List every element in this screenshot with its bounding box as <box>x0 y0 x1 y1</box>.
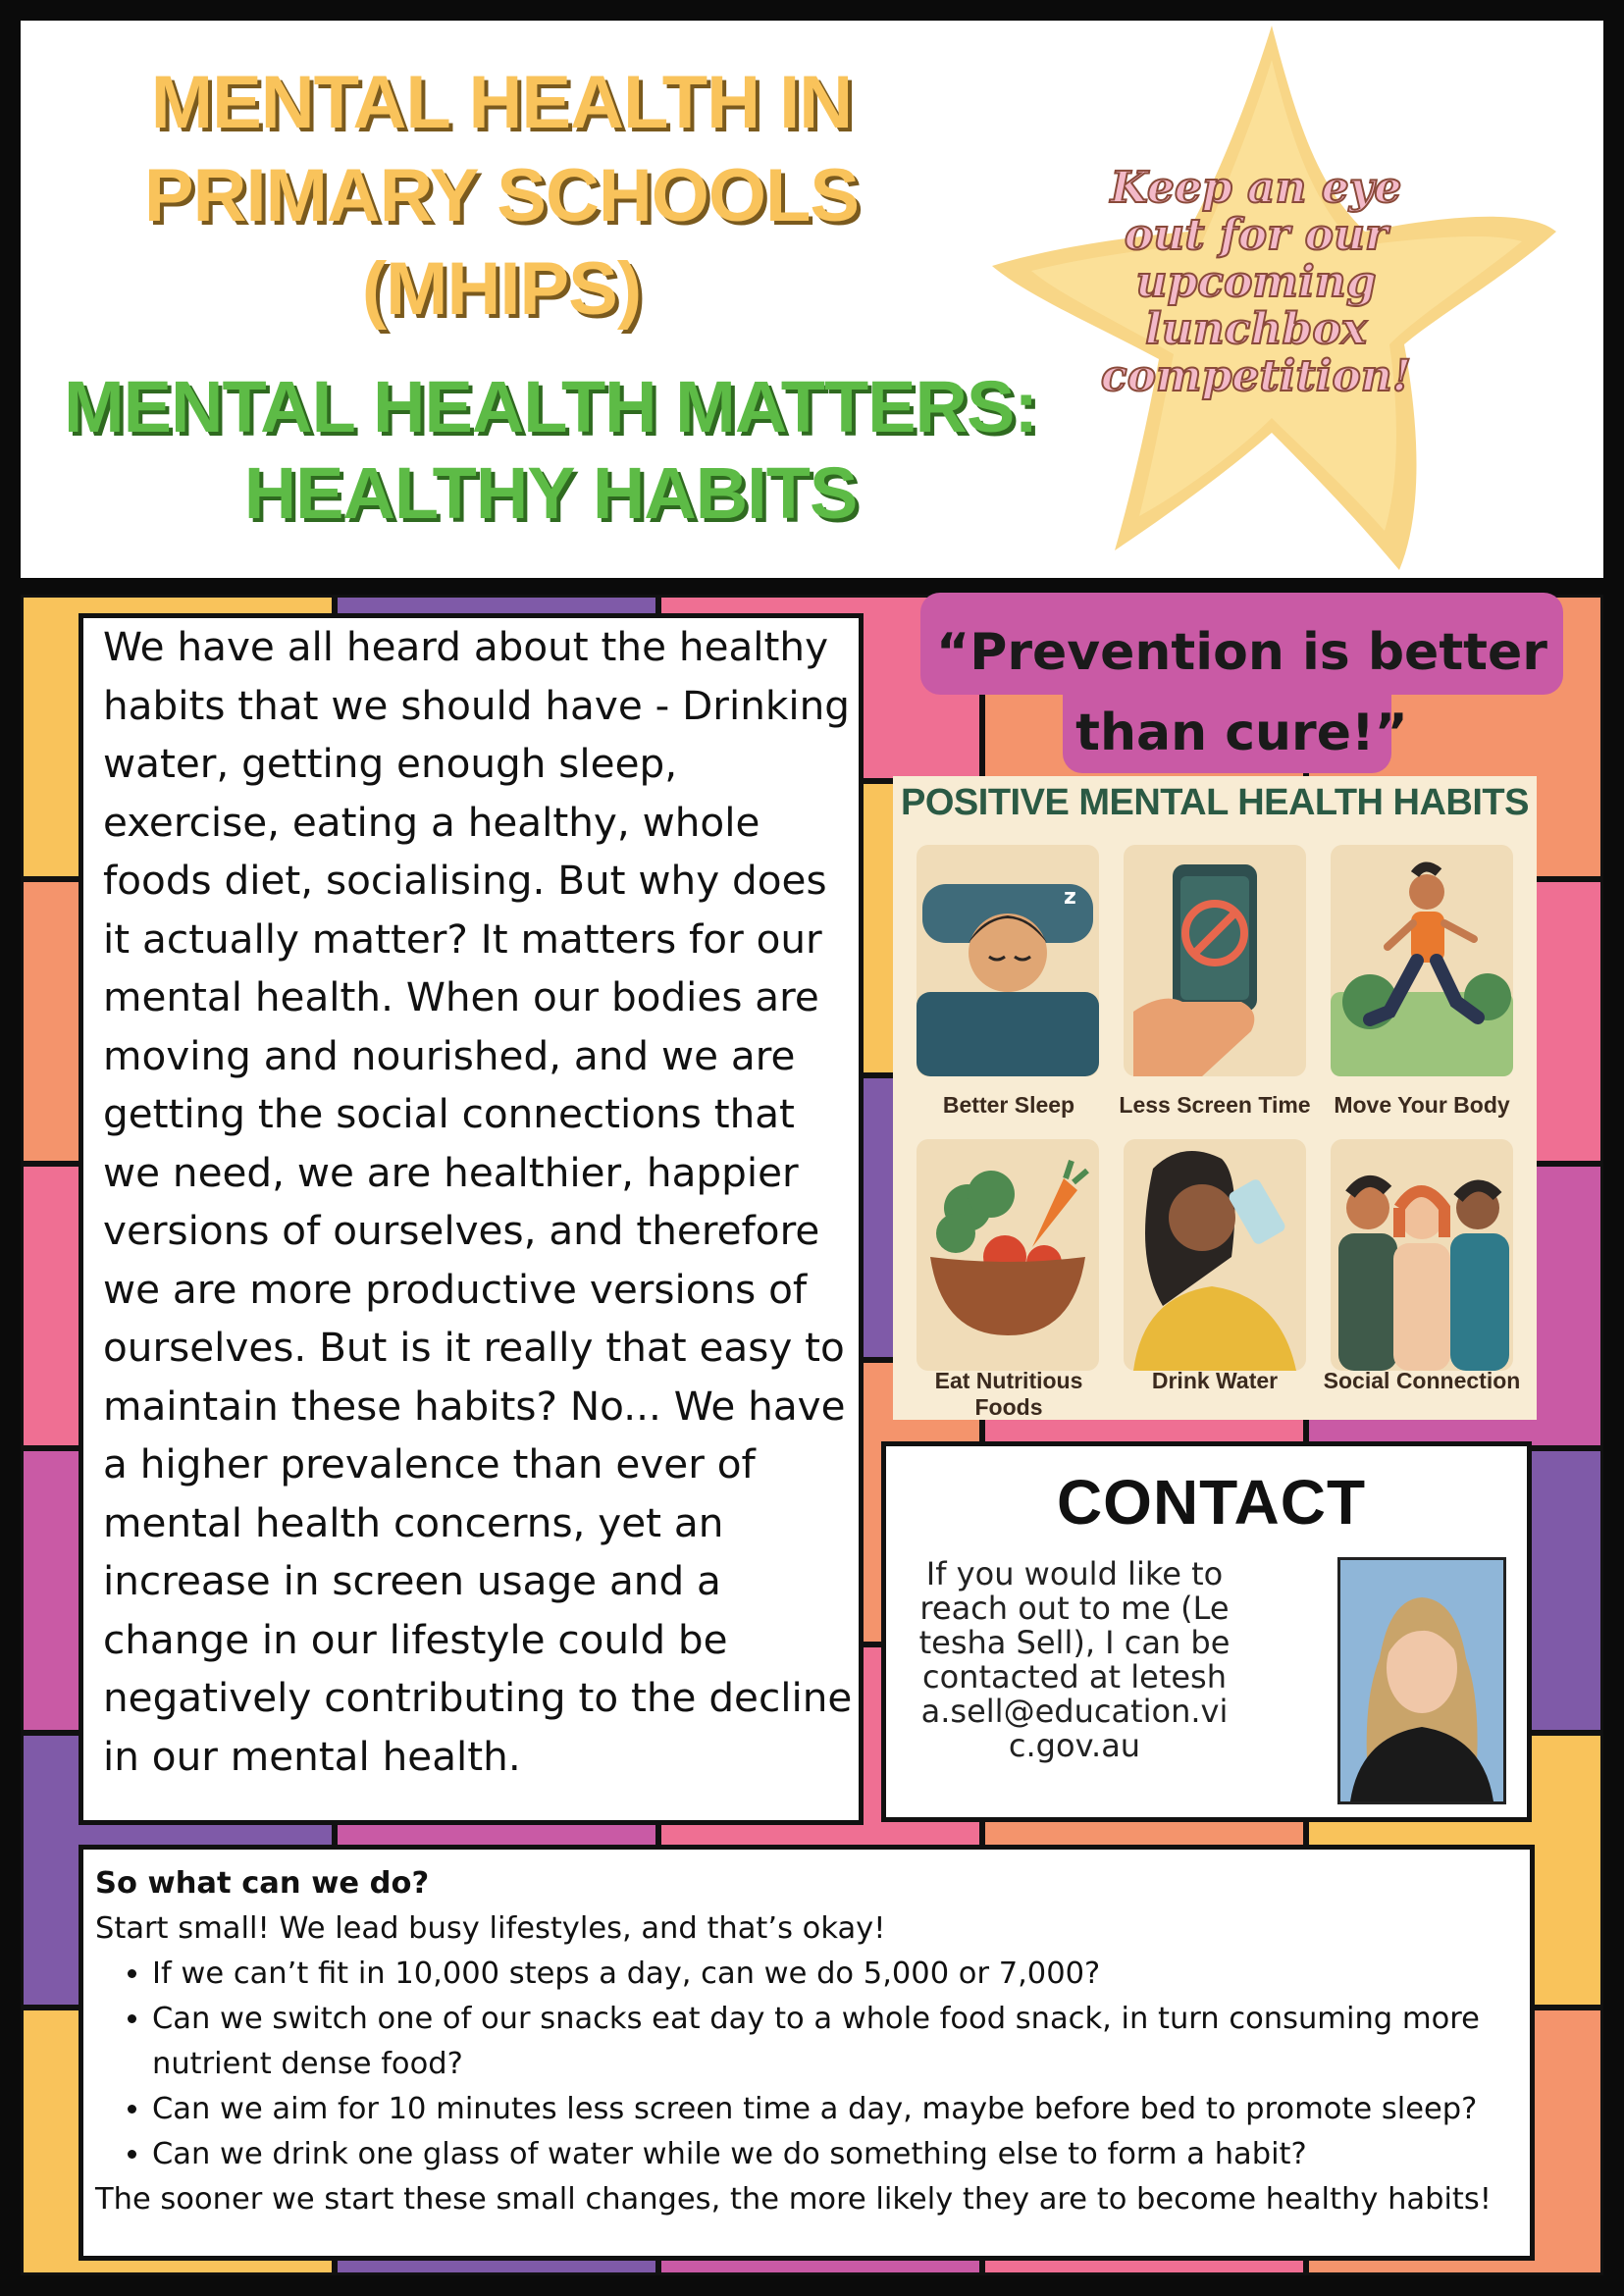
food-bowl-icon <box>917 1139 1099 1371</box>
subtitle-line: HEALTHY HABITS <box>243 452 858 534</box>
subtitle-line: MENTAL HEALTH MATTERS: <box>64 366 1037 447</box>
habit-label: Eat Nutritious Foods <box>934 1368 1083 1420</box>
tip-item: • Can we switch one of our snacks eat day to a whole food snack, in turn consuming more nutrient dense food? <box>152 1997 1528 2087</box>
lunchbox-announcement: Keep an eye out for our upcoming lunchbox competition! <box>1100 163 1412 401</box>
running-icon <box>1331 845 1513 1076</box>
intro-text-box <box>79 613 864 1825</box>
action-tips-box <box>79 1845 1535 2261</box>
habit-label: Social Connection <box>1323 1368 1521 1393</box>
title-line: (MHIPS) <box>361 247 642 331</box>
quote-line: “Prevention is better <box>936 623 1547 682</box>
staff-photo <box>1337 1557 1506 1804</box>
habit-card-social <box>1331 1139 1513 1371</box>
habit-label: Drink Water <box>1151 1368 1279 1393</box>
tips-intro: Start small! We lead busy lifestyles, and that’s okay! <box>95 1911 886 1946</box>
habit-label: Move Your Body <box>1334 1092 1510 1118</box>
intro-paragraph: We have all heard about the healthy habits that we should have - Drinking water, getting enough sleep, exercise, eating a healthy, whole foods diet, socialising. But why does it actually matter? It matters for our mental health. When our bodies are moving and nourished, and we are getting the social connections that we need, we are healthier, happier versions of ourselves, and therefore we are more productive versions of ourselves. But is it really that easy to maintain these habits? No... We have a higher prevalence than ever of mental health concerns, yet an increase in screen usage and a change in our lifestyle could be negatively contributing to the decline in our mental health. <box>103 623 853 1780</box>
sleep-icon <box>917 845 1099 1076</box>
tip-item: • If we can’t fit in 10,000 steps a day, can we do 5,000 or 7,000? <box>152 1952 1528 1997</box>
tips-closing: The sooner we start these small changes, the more likely they are to become healthy habits! <box>95 2182 1493 2217</box>
quote-banner <box>920 593 1563 767</box>
svg-text:z: z <box>1064 885 1076 910</box>
tips-heading: So what can we do? <box>95 1866 430 1901</box>
habit-card-screen-time <box>1124 845 1306 1076</box>
habit-card-food <box>917 1139 1099 1371</box>
title-line: MENTAL HEALTH IN <box>150 61 853 144</box>
tips-list <box>95 1952 1528 2177</box>
quote-line: than cure!” <box>1075 704 1408 762</box>
contact-details: If you would like to reach out to me (Letesha Sell), I can be contacted at letesha.sell@education.vic.gov.au <box>918 1555 1231 1764</box>
habit-card-water <box>1124 1139 1306 1371</box>
tip-item: • Can we aim for 10 minutes less screen time a day, maybe before bed to promote sleep? <box>152 2087 1528 2132</box>
contact-title: CONTACT <box>1056 1467 1367 1538</box>
contact-box <box>881 1441 1532 1822</box>
habit-label: Better Sleep <box>942 1092 1075 1118</box>
newsletter-subtitle <box>40 364 1061 537</box>
habit-label: Less Screen Time <box>1119 1092 1311 1118</box>
quote-text <box>920 612 1563 773</box>
tip-item: • Can we drink one glass of water while we do something else to form a habit? <box>152 2132 1528 2177</box>
habits-infographic <box>893 776 1537 1420</box>
habits-title: POSITIVE MENTAL HEALTH HABITS <box>901 782 1529 823</box>
drinking-water-icon <box>1124 1139 1306 1371</box>
friends-icon <box>1331 1139 1513 1371</box>
title-line: PRIMARY SCHOOLS <box>143 154 860 237</box>
habit-card-move <box>1331 845 1513 1076</box>
habit-card-sleep <box>917 845 1099 1076</box>
newsletter-title <box>79 56 923 336</box>
phone-blocked-icon <box>1124 845 1306 1076</box>
